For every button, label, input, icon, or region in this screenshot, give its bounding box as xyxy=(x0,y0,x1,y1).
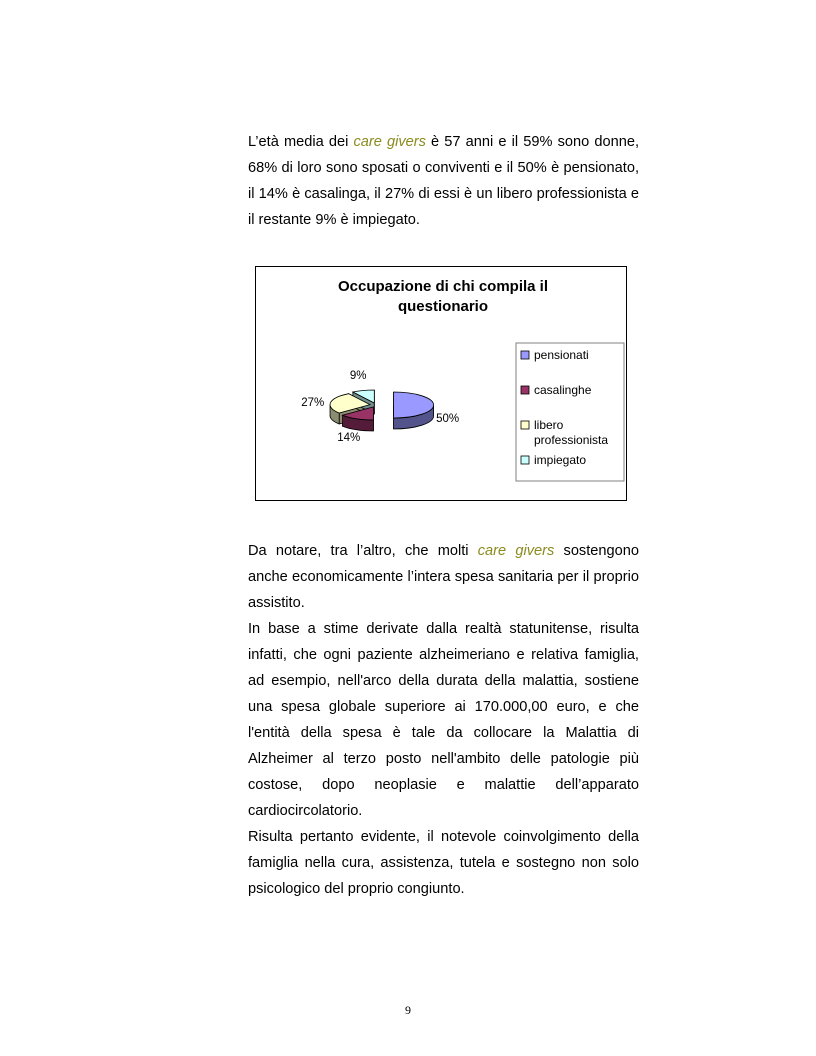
legend-label-casalinghe: casalinghe xyxy=(534,383,592,397)
paragraph-cost-estimates: In base a stime derivate dalla realtà statunitense, risulta infatti, che ogni paziente alzheimeriano e relativa famiglia, ad esempio, nell'arco della durata della malattia, sostiene una spesa globale superiore ai 170.000,00 euro, e che l'entità della spesa è tale da collocare la Malattia di Alzheimer al terzo posto nell'ambito delle patologie più costose, dopo neoplasie e malattie dell’apparato cardiocircolatorio. xyxy=(248,621,639,819)
chart-title-line: questionario xyxy=(397,298,489,315)
emphasized-term: care givers xyxy=(353,134,426,150)
legend-label-impiegato: impiegato xyxy=(534,453,587,467)
data-label-libero-professionista: 27% xyxy=(301,396,325,409)
legend-swatch-libero-professionista xyxy=(521,421,529,429)
chart-title-line: Occupazione di chi compila il xyxy=(337,278,549,295)
data-label-casalinghe: 14% xyxy=(337,432,361,445)
data-label-pensionati: 50% xyxy=(436,413,460,425)
occupation-pie-chart xyxy=(255,266,627,501)
legend-label-libero-professionista: professionista xyxy=(534,433,609,447)
page-number: 9 xyxy=(405,1003,411,1017)
paragraph-text: Da notare, tra l’altro, che molti xyxy=(248,543,478,559)
data-label-impiegato: 9% xyxy=(349,370,367,383)
legend-label-pensionati: pensionati xyxy=(534,348,589,362)
paragraph-text: è 57 anni e il 59% sono donne, 68% di loro sono sposati o conviventi e il 50% è pensionato, il 14% è casalinga, il 27% di essi è un libero professionista e il restante 9% è impiegato. xyxy=(248,134,639,228)
legend-swatch-pensionati xyxy=(521,351,529,359)
paragraph-care-givers-demographics xyxy=(248,129,639,233)
legend-label-libero-professionista: libero xyxy=(534,418,564,432)
paragraph-text: sostengono anche economicamente l’intera spesa sanitaria per il proprio assistito. xyxy=(248,543,639,611)
legend-swatch-impiegato xyxy=(521,456,529,464)
paragraph-economic-burden xyxy=(248,538,639,616)
legend-swatch-casalinghe xyxy=(521,386,529,394)
chart-canvas xyxy=(256,267,626,500)
emphasized-term: care givers xyxy=(477,543,555,559)
paragraph-family-involvement: Risulta pertanto evidente, il notevole coinvolgimento della famiglia nella cura, assistenza, tutela e sostegno non solo psicologico del proprio congiunto. xyxy=(248,829,639,897)
paragraph-text: L’età media dei xyxy=(248,134,354,150)
